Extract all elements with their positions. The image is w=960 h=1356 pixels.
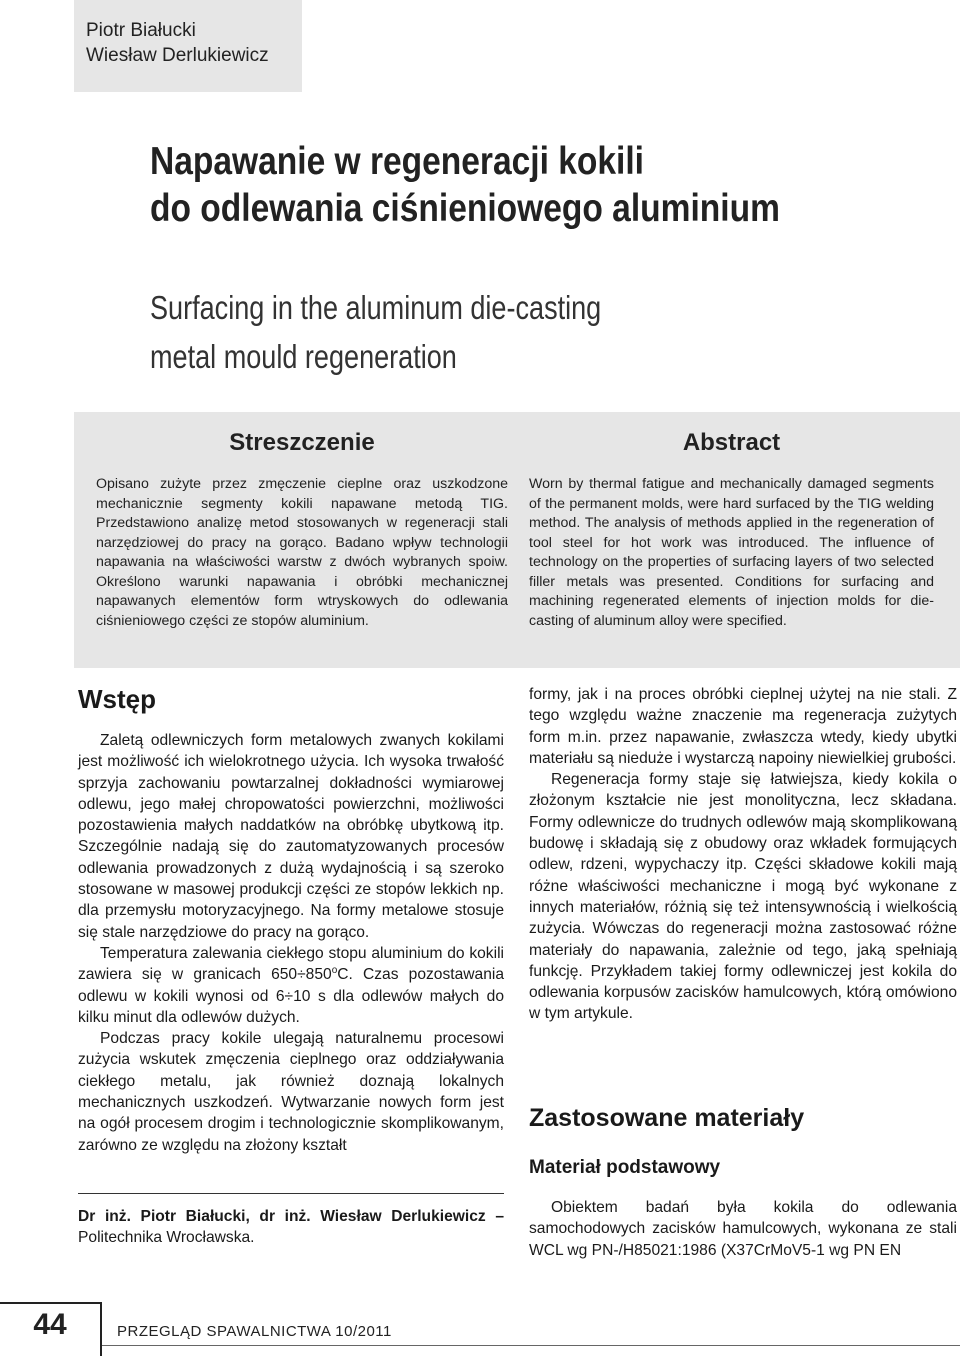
dash: – (485, 1208, 504, 1225)
paragraph: Obiektem badań była kokila do odlewania samochodowych zacisków hamulcowych, wykonana ze stali WCL wg PN-/H85021:1986 (X37CrMoV5-1 wg PN EN (529, 1199, 957, 1259)
author-box (74, 0, 302, 92)
left-column (78, 730, 504, 1156)
page-number: 44 (33, 1308, 67, 1341)
text-span: Temperatura zalewania ciekłego stopu aluminium do kokili zawiera się w granicach 650÷850 (78, 944, 504, 984)
subsection-heading-material: Materiał podstawowy (529, 1157, 721, 1178)
divider (78, 1193, 504, 1194)
footer-rule (102, 1345, 960, 1346)
abstract-box (74, 412, 960, 668)
abstract-section (529, 412, 934, 631)
paragraph: Regeneracja formy staje się łatwiejsza, kiedy kokila o złożonym kształcie nie jest monolityczna, lecz składana. Formy odlewnicze do trudnych odlewów mają skomplikowaną budowę i składają się z obudowy oraz wkładek formujących odlew, rdzeni, wypychaczy itp. Części składowe kokili mają różne właściwości mechaniczne i mogą być wykonane z innych materiałów, różnią się też intensywnością i wielkością zużycia. Wówczas do regeneracji można zastosować różne materiały do napawania, zależnie od tego, jaką spełniają funkcję. Przykładem takiej formy odlewniczej jest kokila do odlewania korpusów zacisków hamulcowych, którą omówiono w tym artykule. (529, 771, 957, 1023)
paragraph: Zaletą odlewniczych form metalowych zwanych kokilami jest możliwość ich wielokrotnego użycia. Ich wysoka trwałość sprzyja zachowaniu powtarzalnej dokładności wymiarowej odlewu, jego małej chropowatości powierzchni, możliwości pozostawienia małych naddatków na obróbkę ubytkową itp. Szczególnie nadają się do zautomatyzowanych procesów odlewania prowadzonych z dużą wydajnością i są szeroko stosowane w masowej produkcji części ze stopów lekkich np. dla przemysłu motoryzacyjnego. Na formy metalowe stosuje się stale narzędziowe do pracy na gorąco. (78, 732, 504, 941)
streszczenie-section (96, 412, 508, 631)
right-column (529, 684, 957, 1025)
title-line: Surfacing in the aluminum die-casting (150, 289, 602, 326)
institution: Politechnika Wrocławska. (78, 1229, 255, 1247)
title-line: metal mould regeneration (150, 338, 457, 375)
title-polish (150, 138, 838, 232)
abstract-heading: Abstract (682, 429, 781, 456)
paragraph: formy, jak i na proces obróbki cieplnej użytej na nie stali. Z tego względu ważne znaczenie ma regeneracja zużytych form m.in. przez napawanie, zwłaszcza wtedy, kiedy ubytki materiału są nieduże i wystarczą napoiny niewielkiej grubości. (529, 686, 957, 767)
section-heading-materialy: Zastosowane materiały (529, 1104, 805, 1132)
superscript: o (331, 965, 338, 977)
right-column-lower (529, 1197, 957, 1261)
journal-name: PRZEGLĄD SPAWALNICTWA 10/2011 (117, 1323, 392, 1340)
author-name: Piotr Białucki (86, 20, 196, 41)
title-line: Napawanie w regeneracji kokili (150, 140, 645, 183)
streszczenie-heading: Streszczenie (229, 429, 375, 456)
author-affiliation (78, 1206, 504, 1249)
paragraph: Podczas pracy kokile ulegają naturalnemu procesowi zużycia wskutek zmęczenia cieplnego oraz oddziaływania ciekłego metalu, jak również doznają lokalnych mechanicznych uszkodzeń. Wytwarzanie nowych form jest na ogół procesem drogim i technologicznie skomplikowanym, zarówno ze względu na złożony kształt (78, 1030, 504, 1154)
abstract-text: Worn by thermal fatigue and mechanically damaged segments of the permanent molds, were hard surfaced by the TIG welding method. The analysis of methods applied in the regeneration of tool steel for hot work was introduced. The influence of technology on the properties of surfacing layers of two selected filler metals was presented. Conditions for surfacing and machining regenerated elements of injection molds for die- casting of aluminum alloy were specified. (529, 476, 934, 629)
section-heading-wstep: Wstęp (78, 684, 156, 714)
text-span: C. Czas pozostawania odlewu w kokili wynosi od 6÷10 s dla odlewów małych do kilku minut dla odlewów dużych. (78, 966, 504, 1026)
title-line: do odlewania ciśnieniowego aluminium (150, 187, 780, 230)
author-name: Wiesław Derlukiewicz (86, 45, 269, 66)
paragraph (78, 943, 504, 1028)
streszczenie-text: Opisano zużyte przez zmęczenie cieplne oraz uszkodzone mechanicznie segmenty kokili napawane metodą TIG. Przedstawiono analizę metod stosowanych w regeneracji stali narzędziowej do pracy na gorąco. Badano wpływ technologii napawania na właściwości warstw z dwóch wybranych spoiw. Określono warunki napawania i obróbki mechanicznej napawanych elementów form wtryskowych do odlewania ciśnieniowego części ze stopów aluminium. (96, 476, 508, 629)
author-names: Dr inż. Piotr Białucki, dr inż. Wiesław Derlukiewicz (78, 1208, 486, 1225)
title-english (150, 283, 806, 381)
